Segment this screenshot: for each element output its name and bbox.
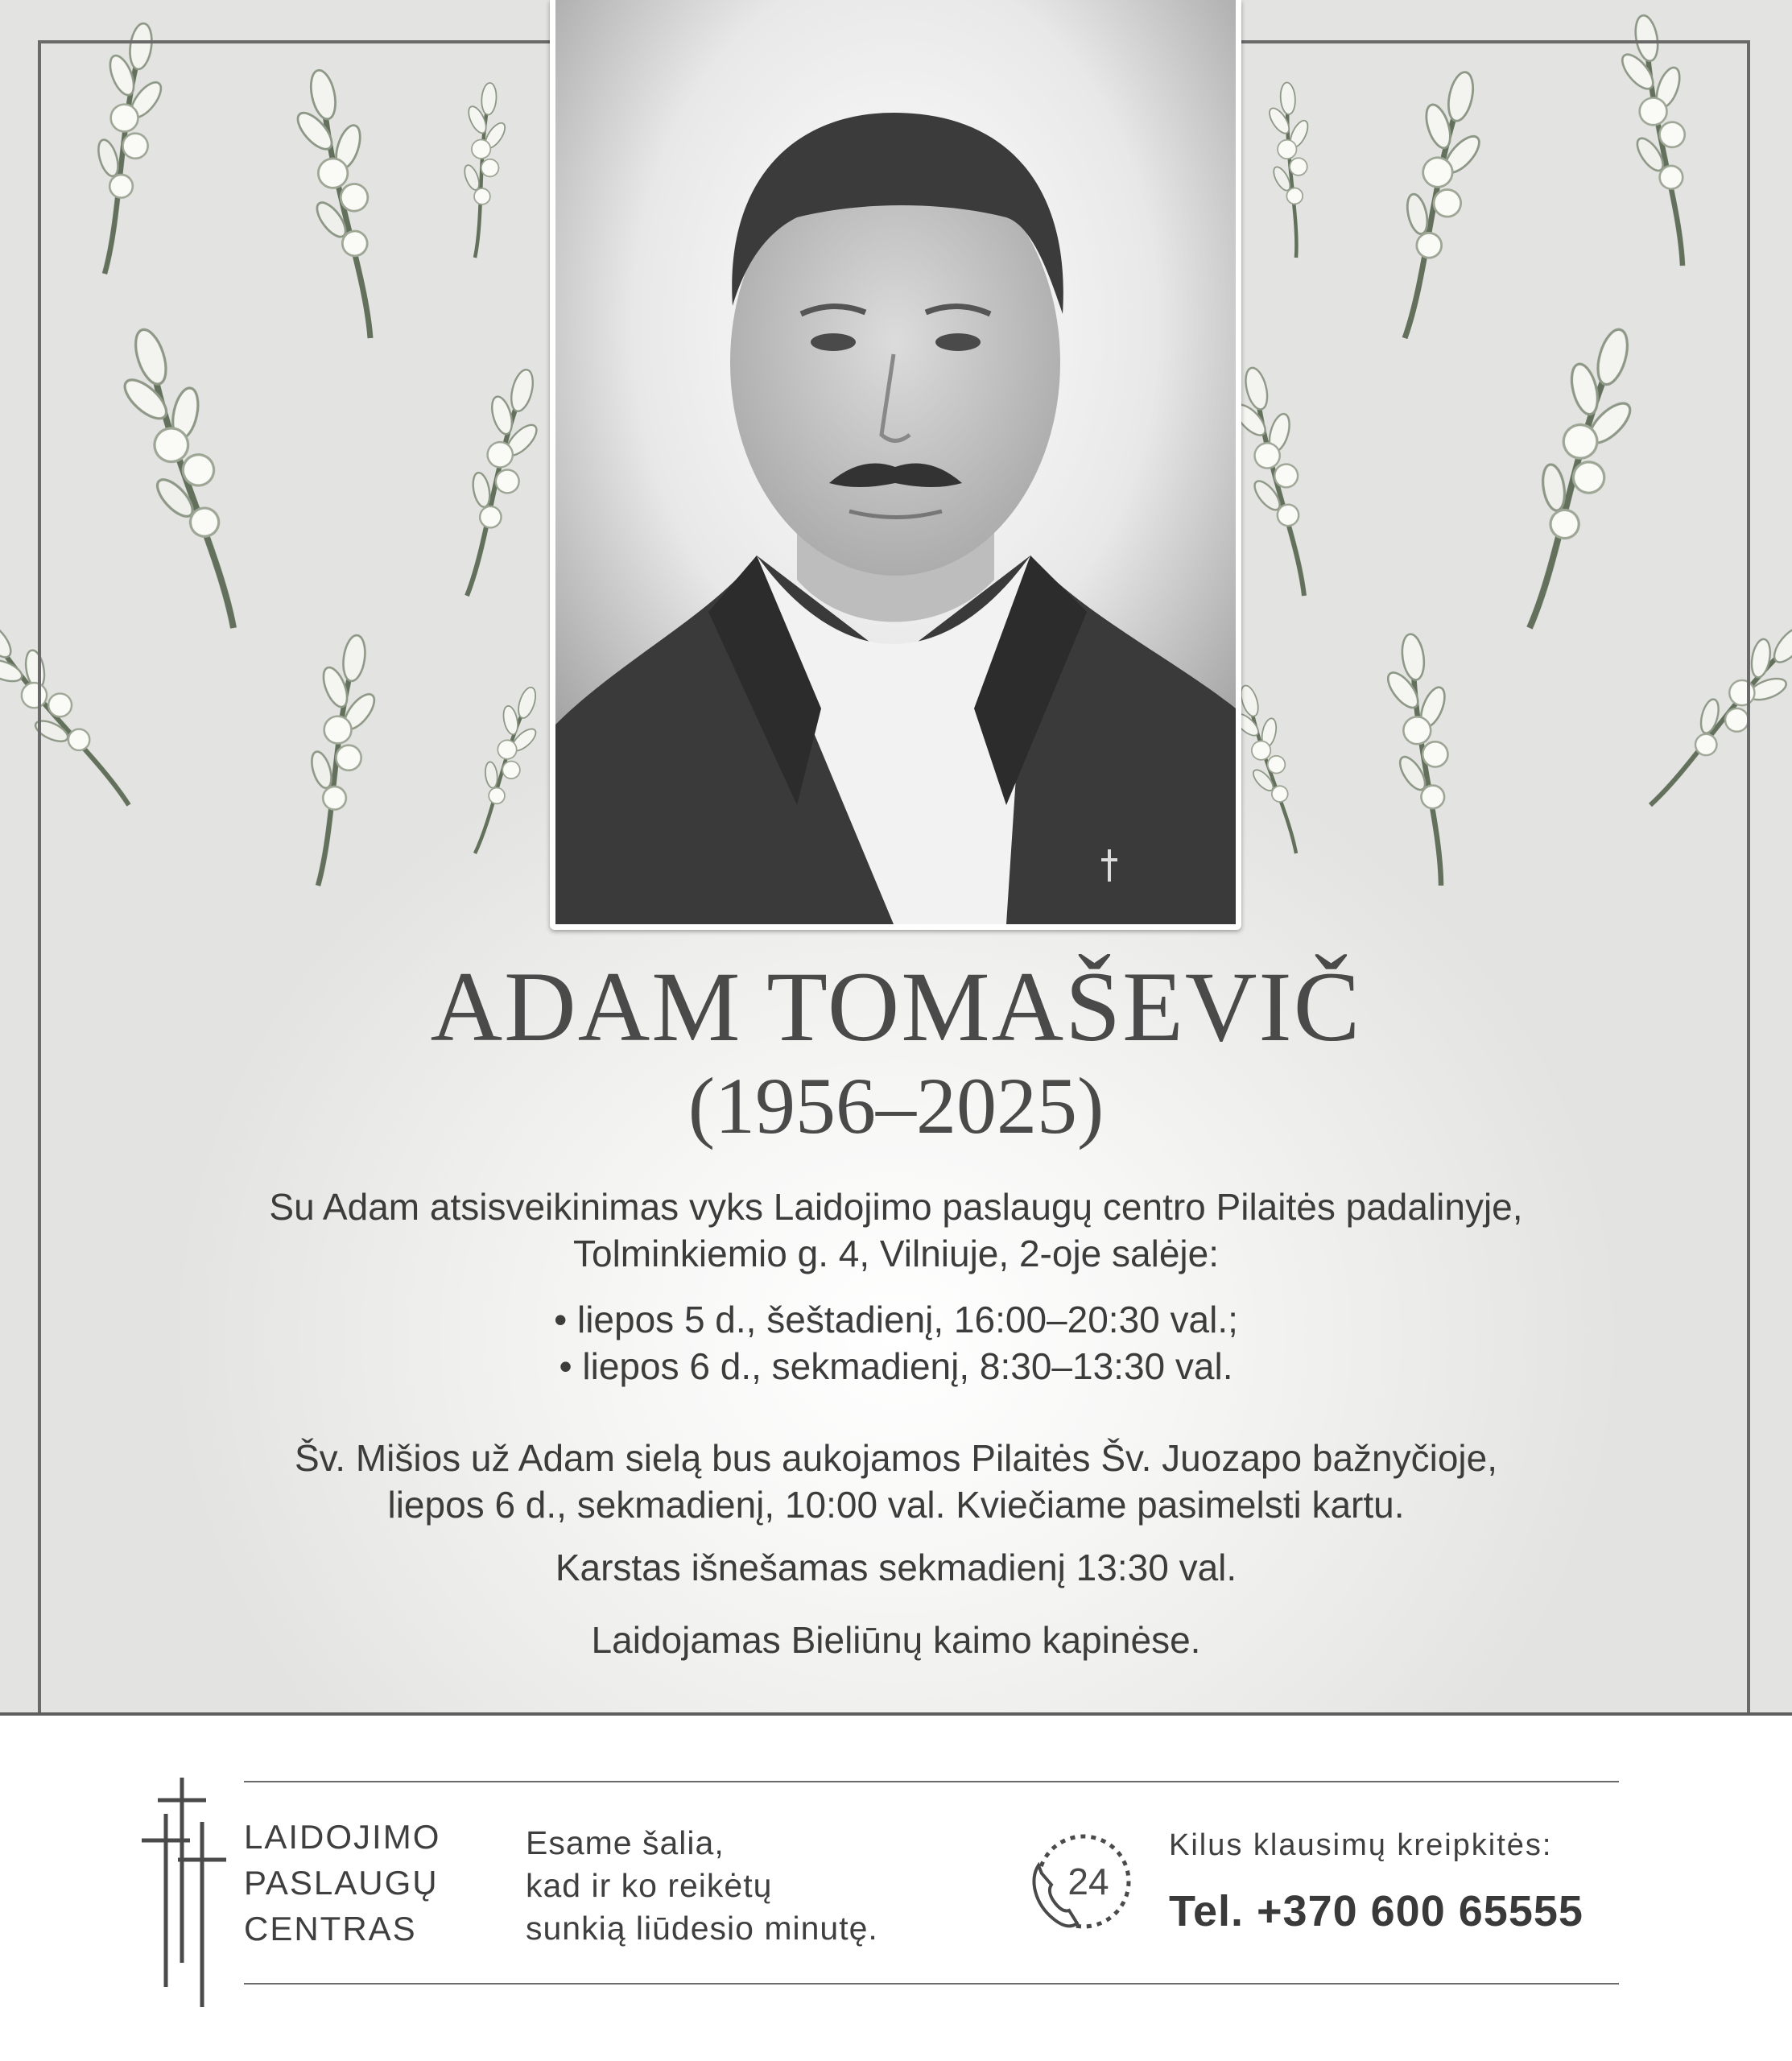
- schedule-item: • liepos 6 d., sekmadienį, 8:30–13:30 val.: [559, 1345, 1233, 1387]
- slogan-line: sunkią liūdesio minutę.: [526, 1910, 878, 1947]
- footer-top-rule: [244, 1781, 1619, 1782]
- portrait-photo: [550, 0, 1241, 930]
- logo-line: CENTRAS: [244, 1910, 417, 1947]
- burial-info: Laidojamas Bieliūnų kaimo kapinėse.: [591, 1619, 1201, 1661]
- contact-label: Kilus klausimų kreipkitės:: [1169, 1828, 1553, 1862]
- life-years: (1956–2025): [687, 1061, 1105, 1150]
- crosses-logo-icon: [142, 1778, 230, 2011]
- coffin-info: Karstas išnešamas sekmadienį 13:30 val.: [555, 1547, 1237, 1588]
- logo-line: PASLAUGŲ: [244, 1864, 439, 1902]
- farewell-schedule: [0, 1296, 1792, 1390]
- company-logo-text: [244, 1814, 440, 1952]
- logo-line: LAIDOJIMO: [244, 1818, 441, 1856]
- mass-line-2: liepos 6 d., sekmadienį, 10:00 val. Kviečiame pasimelsti kartu.: [387, 1484, 1405, 1526]
- mass-info: [0, 1435, 1792, 1528]
- phone-number[interactable]: Tel. +370 600 65555: [1169, 1887, 1583, 1935]
- slogan-line: kad ir ko reikėtų: [526, 1867, 773, 1904]
- footer-bottom-rule: [244, 1983, 1619, 1985]
- slogan-line: Esame šalia,: [526, 1824, 725, 1861]
- farewell-line-1: Su Adam atsisveikinimas vyks Laidojimo paslaugų centro Pilaitės padalinyje,: [269, 1186, 1523, 1228]
- farewell-line-2: Tolminkiemio g. 4, Vilniuje, 2-oje salėje:: [573, 1233, 1219, 1274]
- mass-line-1: Šv. Mišios už Adam sielą bus aukojamos Pilaitės Šv. Juozapo bažnyčioje,: [294, 1437, 1497, 1479]
- clock-number: 24: [1067, 1861, 1109, 1902]
- section-divider: [0, 1712, 1792, 1716]
- farewell-info: [0, 1183, 1792, 1277]
- phone-24h-icon: [1021, 1824, 1142, 1944]
- deceased-name: ADAM TOMAŠEVIČ: [430, 952, 1362, 1062]
- company-slogan: [526, 1822, 878, 1950]
- schedule-item: • liepos 5 d., šeštadienį, 16:00–20:30 val.;: [554, 1299, 1238, 1340]
